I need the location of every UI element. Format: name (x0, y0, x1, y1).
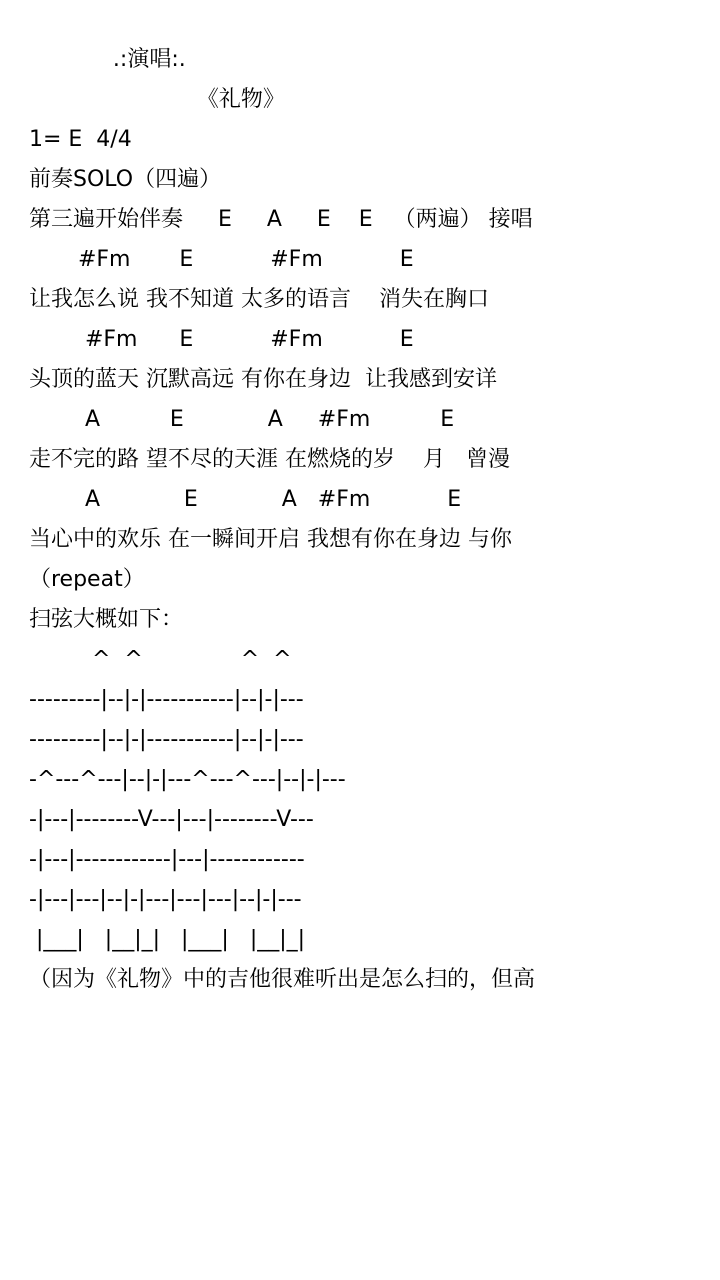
song-title: 《礼物》 (29, 87, 285, 112)
tab-line: -|---|------------|---|------------ (29, 847, 305, 872)
lyric-line: 让我怎么说 我不知道 太多的语言 消失在胸口 (29, 287, 489, 312)
rhythm-line: |___| |__|_| |___| |__|_| (29, 927, 306, 952)
strum-heading: 扫弦大概如下： (29, 607, 184, 632)
tab-line: -|---|--------V---|---|--------V--- (29, 807, 314, 832)
chord-line: #Fm E #Fm E (29, 247, 414, 272)
lyric-line: 头顶的蓝天 沉默高远 有你在身边 让我感到安详 (29, 367, 497, 392)
singer-label: .:演唱:. (29, 47, 186, 72)
chord-line: A E A #Fm E (29, 407, 455, 432)
tab-line: -|---|---|--|-|---|---|---|--|-|--- (29, 887, 302, 912)
accompaniment-line: 第三遍开始伴奏 E A E E （两遍） 接唱 (29, 207, 533, 232)
lyric-line: 走不完的路 望不尽的天涯 在燃烧的岁 月 曾漫 (29, 447, 510, 472)
strum-accent-line: ^ ^ ^ ^ (29, 647, 292, 672)
key-signature: 1= E 4/4 (29, 127, 132, 152)
chord-line: #Fm E #Fm E (29, 327, 414, 352)
tab-line: ---------|--|-|-----------|--|-|--- (29, 687, 304, 712)
repeat-marker: （repeat） (29, 567, 145, 592)
tab-line: ---------|--|-|-----------|--|-|--- (29, 727, 304, 752)
chord-line: A E A #Fm E (29, 487, 462, 512)
note-line: （因为《礼物》中的吉他很难听出是怎么扫的，但高 (29, 967, 536, 992)
intro-line: 前奏SOLO（四遍） (29, 167, 222, 192)
tab-line: -^---^---|--|-|---^---^---|--|-|--- (29, 767, 346, 792)
lyric-line: 当心中的欢乐 在一瞬间开启 我想有你在身边 与你 (29, 527, 512, 552)
